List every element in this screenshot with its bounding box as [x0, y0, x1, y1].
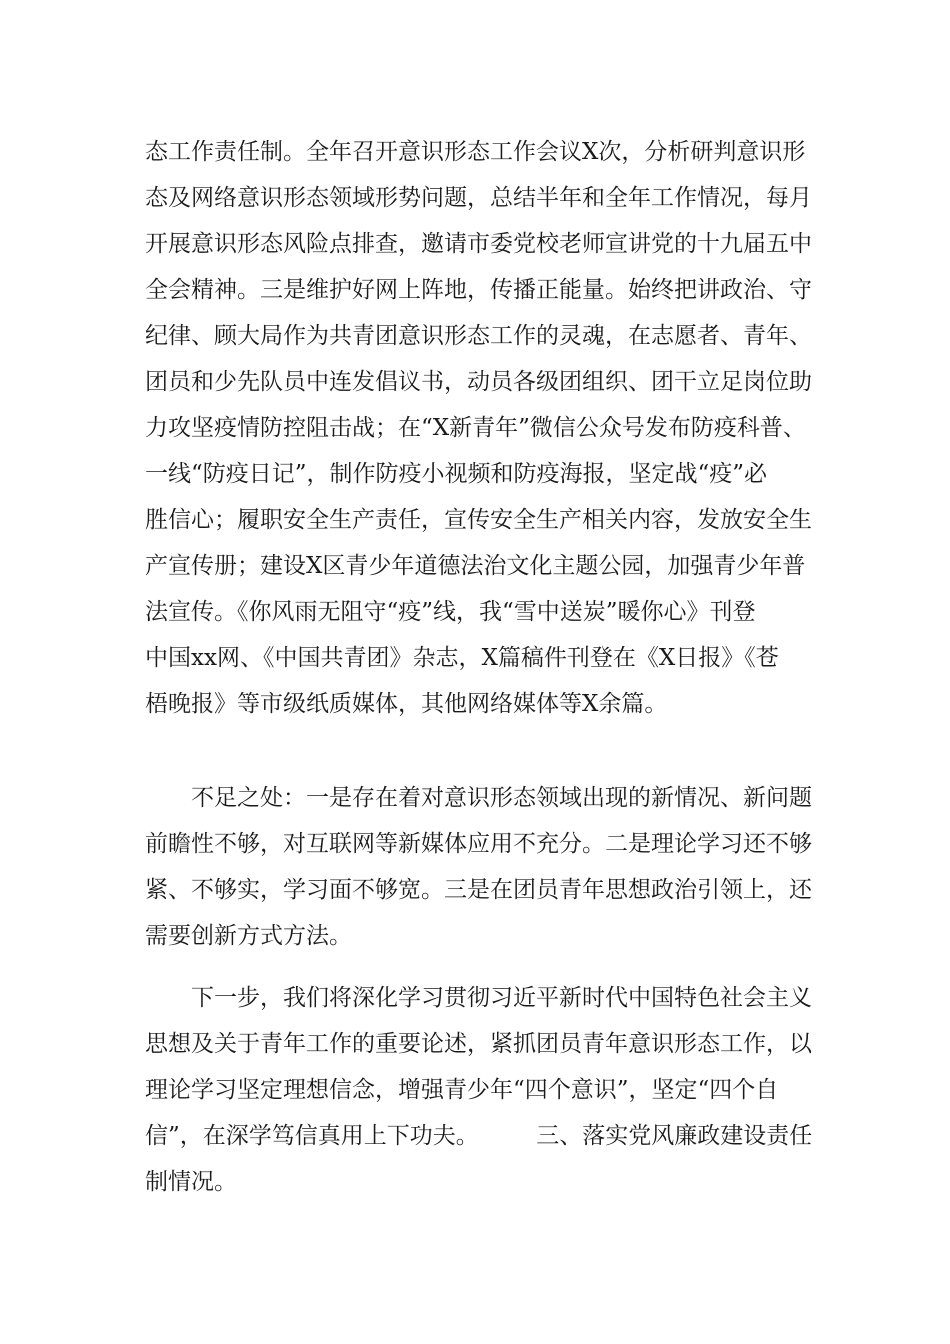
paragraph-line: 开展意识形态风险点排查，邀请市委党校老师宣讲党的十九届五中 [145, 231, 812, 257]
paragraph-line: 中国xx网、《中国共青团》杂志，X篇稿件刊登在《X日报》《苍 [145, 645, 779, 671]
paragraph-line: 信”，在深学笃信真用上下功夫。 三、落实党风廉政建设责任 [145, 1123, 813, 1149]
paragraph-line: 思想及关于青年工作的重要论述，紧抓团员青年意识形态工作，以 [145, 1031, 812, 1057]
paragraph-line: 需要创新方式方法。 [145, 923, 352, 949]
paragraph-line: 团员和少先队员中连发倡议书，动员各级团组织、团干立足岗位助 [145, 369, 812, 395]
paragraph-line: 梧晚报》等市级纸质媒体，其他网络媒体等X余篇。 [145, 691, 668, 717]
paragraph-line: 不足之处：一是存在着对意识形态领域出现的新情况、新问题 [191, 785, 812, 811]
paragraph-line: 纪律、顾大局作为共青团意识形态工作的灵魂，在志愿者、青年、 [145, 323, 812, 349]
paragraph-shortcomings [145, 775, 835, 959]
paragraph-line: 全会精神。三是维护好网上阵地，传播正能量。始终把讲政治、守 [145, 277, 812, 303]
paragraph-line: 态工作责任制。全年召开意识形态工作会议X次，分析研判意识形 [145, 139, 806, 165]
paragraph-line: 一线“防疫日记”，制作防疫小视频和防疫海报，坚定战“疫”必 [145, 461, 768, 487]
paragraph-line: 理论学习坚定理想信念，增强青少年“四个意识”，坚定“四个自 [145, 1077, 779, 1103]
paragraph-line: 胜信心；履职安全生产责任，宣传安全生产相关内容，发放安全生 [145, 507, 812, 533]
paragraph-line: 紧、不够实，学习面不够宽。三是在团员青年思想政治引领上，还 [145, 877, 812, 903]
paragraph-line: 态及网络意识形态领域形势问题，总结半年和全年工作情况，每月 [145, 185, 812, 211]
paragraph-next-steps [145, 975, 835, 1205]
paragraph-line: 力攻坚疫情防控阻击战；在“X新青年”微信公众号发布防疫科普、 [145, 415, 806, 441]
paragraph-line: 法宣传。《你风雨无阻守“疫”线，我“雪中送炭”暖你心》刊登 [145, 599, 756, 625]
paragraph-ideology-work [145, 129, 835, 727]
paragraph-line: 下一步，我们将深化学习贯彻习近平新时代中国特色社会主义 [191, 985, 812, 1011]
paragraph-line: 产宣传册；建设X区青少年道德法治文化主题公园，加强青少年普 [145, 553, 806, 579]
paragraph-line: 制情况。 [145, 1169, 237, 1195]
paragraph-line: 前瞻性不够，对互联网等新媒体应用不充分。二是理论学习还不够 [145, 831, 812, 857]
